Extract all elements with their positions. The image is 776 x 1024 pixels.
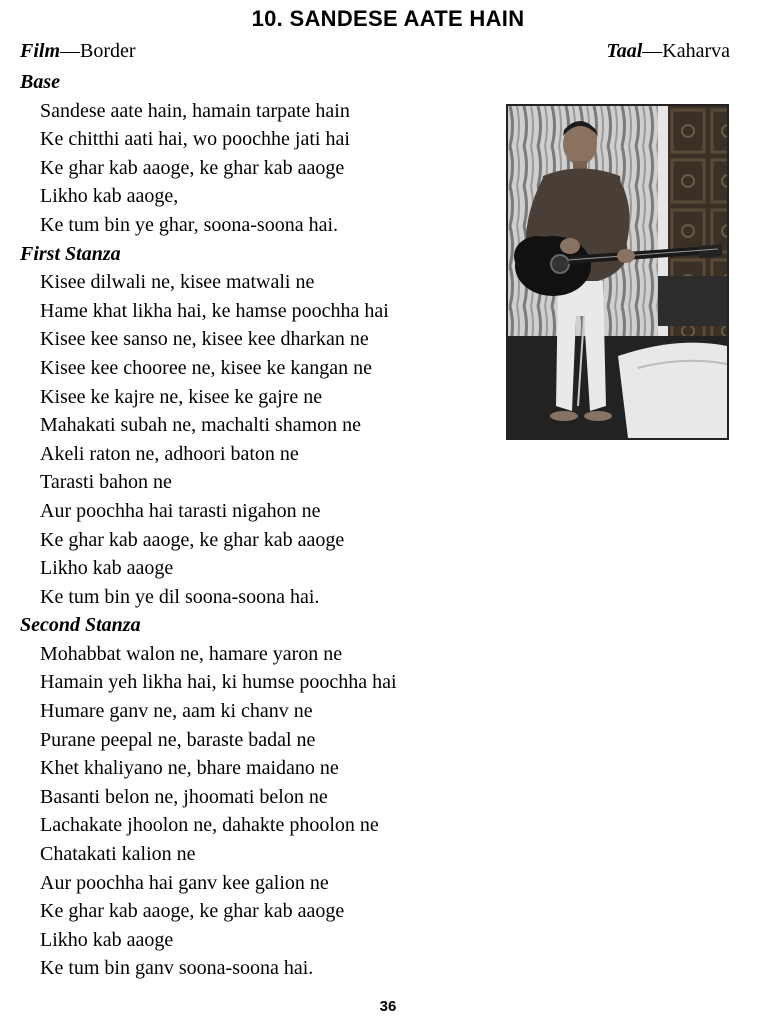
lyric-line: Ke ghar kab aaoge, ke ghar kab aaoge	[40, 528, 345, 551]
lyric-line: Likho kab aaoge	[40, 928, 174, 951]
lyric-line: Basanti belon ne, jhoomati belon ne	[40, 785, 328, 808]
film-label: Film	[20, 40, 61, 62]
film-value: Border	[80, 40, 136, 62]
lyric-line: Aur poochha hai ganv kee galion ne	[40, 871, 329, 894]
taal-value: Kaharva	[662, 40, 730, 62]
section-heading-first-stanza: First Stanza	[20, 242, 121, 265]
section-heading-second-stanza: Second Stanza	[20, 614, 141, 637]
lyric-line: Hame khat likha hai, ke hamse poochha hai	[40, 299, 389, 322]
lyric-line: Ke tum bin ye dil soona-soona hai.	[40, 585, 320, 608]
lyric-line: Likho kab aaoge	[40, 557, 174, 580]
lyric-line: Ke tum bin ganv soona-soona hai.	[40, 957, 314, 980]
lyric-line: Aur poochha hai tarasti nigahon ne	[40, 499, 321, 522]
taal-info	[606, 40, 730, 63]
lyric-line: Ke chitthi aati hai, wo poochhe jati hai	[40, 128, 350, 151]
lyric-line: Kisee dilwali ne, kisee matwali ne	[40, 271, 315, 294]
taal-separator: —	[642, 40, 663, 62]
lyric-line: Ke tum bin ye ghar, soona-soona hai.	[40, 213, 339, 236]
lyric-line: Lachakate jhoolon ne, dahakte phoolon ne	[40, 814, 379, 837]
song-meta	[20, 40, 730, 66]
lyric-line: Akeli raton ne, adhoori baton ne	[40, 442, 299, 465]
lyric-line: Likho kab aaoge,	[40, 185, 179, 208]
section-heading-base: Base	[20, 71, 60, 93]
lyrics-body	[20, 68, 760, 983]
lyric-line: Mohabbat walon ne, hamare yaron ne	[40, 642, 343, 665]
page-number: 36	[379, 998, 397, 1015]
lyric-line: Purane peepal ne, baraste badal ne	[40, 728, 316, 751]
song-title: 10. SANDESE AATE HAIN	[251, 6, 525, 31]
lyric-line: Khet khaliyano ne, bhare maidano ne	[40, 757, 339, 780]
film-separator: —	[60, 40, 81, 62]
lyric-line: Kisee kee chooree ne, kisee ke kangan ne	[40, 356, 373, 379]
taal-label: Taal	[606, 40, 643, 62]
lyric-line: Kisee ke kajre ne, kisee ke gajre ne	[40, 385, 323, 408]
lyric-line: Ke ghar kab aaoge, ke ghar kab aaoge	[40, 900, 345, 923]
lyric-line: Tarasti bahon ne	[40, 471, 172, 494]
lyric-line: Sandese aate hain, hamain tarpate hain	[40, 99, 350, 122]
lyric-line: Ke ghar kab aaoge, ke ghar kab aaoge	[40, 156, 345, 179]
lyric-line: Hamain yeh likha hai, ki humse poochha hai	[40, 671, 397, 694]
lyric-line: Chatakati kalion ne	[40, 843, 196, 866]
lyric-line: Mahakati subah ne, machalti shamon ne	[40, 414, 362, 437]
film-info	[20, 40, 136, 63]
lyric-line: Kisee kee sanso ne, kisee kee dharkan ne	[40, 328, 369, 351]
lyric-line: Humare ganv ne, aam ki chanv ne	[40, 700, 313, 723]
